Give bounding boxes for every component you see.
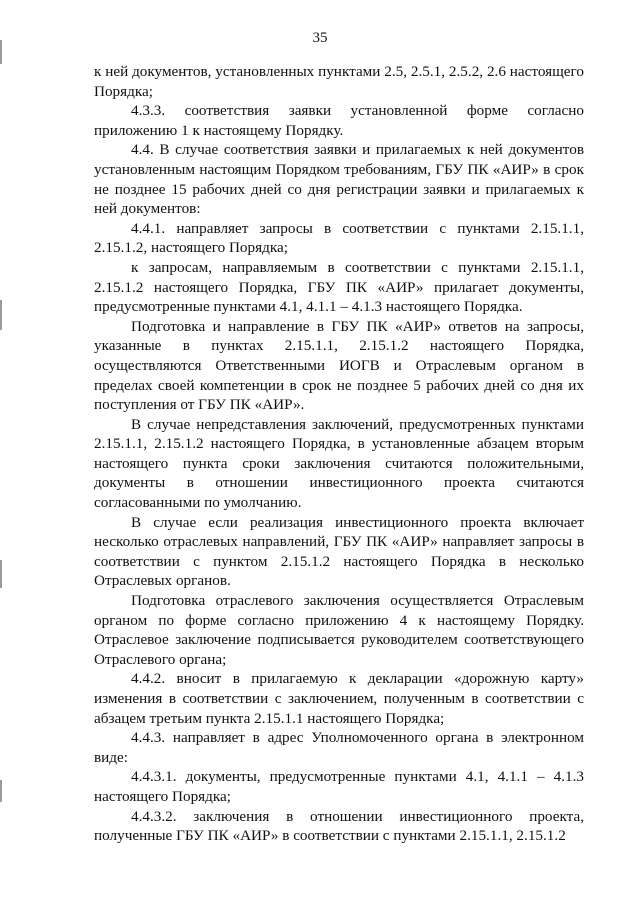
paragraph: В случае если реализация инвестиционного проекта включает несколько отраслевых направлений, ГБУ ПК «АИР» направляет запросы в соответствии с пунктом 2.15.1.2 настоящего Порядка в несколько Отраслевых органов. [94,513,584,590]
scan-edge-mark [0,560,2,588]
page-number: 35 [312,30,328,46]
paragraph: 4.4.3. направляет в адрес Уполномоченного органа в электронном виде: [94,729,584,766]
paragraph: Подготовка отраслевого заключения осуществляется Отраслевым органом по форме согласно приложению 4 к настоящему Порядку. Отраслевое заключение подписывается руководителем соответствующего Отраслевого органа; [94,592,584,668]
paragraph: 4.4.3.2. заключения в отношении инвестиционного проекта, полученные ГБУ ПК «АИР» в соответствии с пунктами 2.15.1.1, 2.15.1.2 [94,807,584,845]
paragraph: 4.4. В случае соответствия заявки и прилагаемых к ней документов установленным настоящим Порядком требованиям, ГБУ ПК «АИР» в срок не позднее 15 рабочих дней со дня регистрации заявки и прилагаемых к ней документов: [94,141,584,218]
paragraph: к ней документов, установленных пунктами 2.5, 2.5.1, 2.5.2, 2.6 настоящего Порядка; [94,63,584,100]
paragraph: Подготовка и направление в ГБУ ПК «АИР» ответов на запросы, указанные в пунктах 2.15.1.1, 2.15.1.2 настоящего Порядка, осуществляются Ответственными ИОГВ и Отраслевым органом в пределах своей компетенции в срок не позднее 5 рабочих дней со дня их поступления от ГБУ ПК «АИР». [94,317,584,414]
document-body [94,62,584,846]
paragraph: 4.4.3.1. документы, предусмотренные пунктами 4.1, 4.1.1 – 4.1.3 настоящего Порядка; [94,768,584,805]
scan-edge-mark [0,780,2,802]
paragraph: В случае непредставления заключений, предусмотренных пунктами 2.15.1.1, 2.15.1.2 настоящего Порядка, в установленные абзацем вторым настоящего пункта сроки заключения считаются положительными, документы в отношении инвестиционного проекта считаются согласованными по умолчанию. [94,415,584,512]
paragraph: к запросам, направляемым в соответствии с пунктами 2.15.1.1, 2.15.1.2 настоящего Порядка, ГБУ ПК «АИР» прилагает документы, предусмотренные пунктами 4.1, 4.1.1 – 4.1.3 настоящего Порядка. [94,258,584,316]
paragraph: 4.4.2. вносит в прилагаемую к декларации «дорожную карту» изменения в соответствии с заключением, полученным в соответствии с абзацем третьим пункта 2.15.1.1 настоящего Порядка; [94,670,584,727]
paragraph: 4.4.1. направляет запросы в соответствии с пунктами 2.15.1.1, 2.15.1.2, настоящего Порядка; [94,219,584,257]
scan-edge-mark [0,300,2,330]
paragraph: 4.3.3. соответствия заявки установленной форме согласно приложению 1 к настоящему Порядку. [94,102,584,139]
